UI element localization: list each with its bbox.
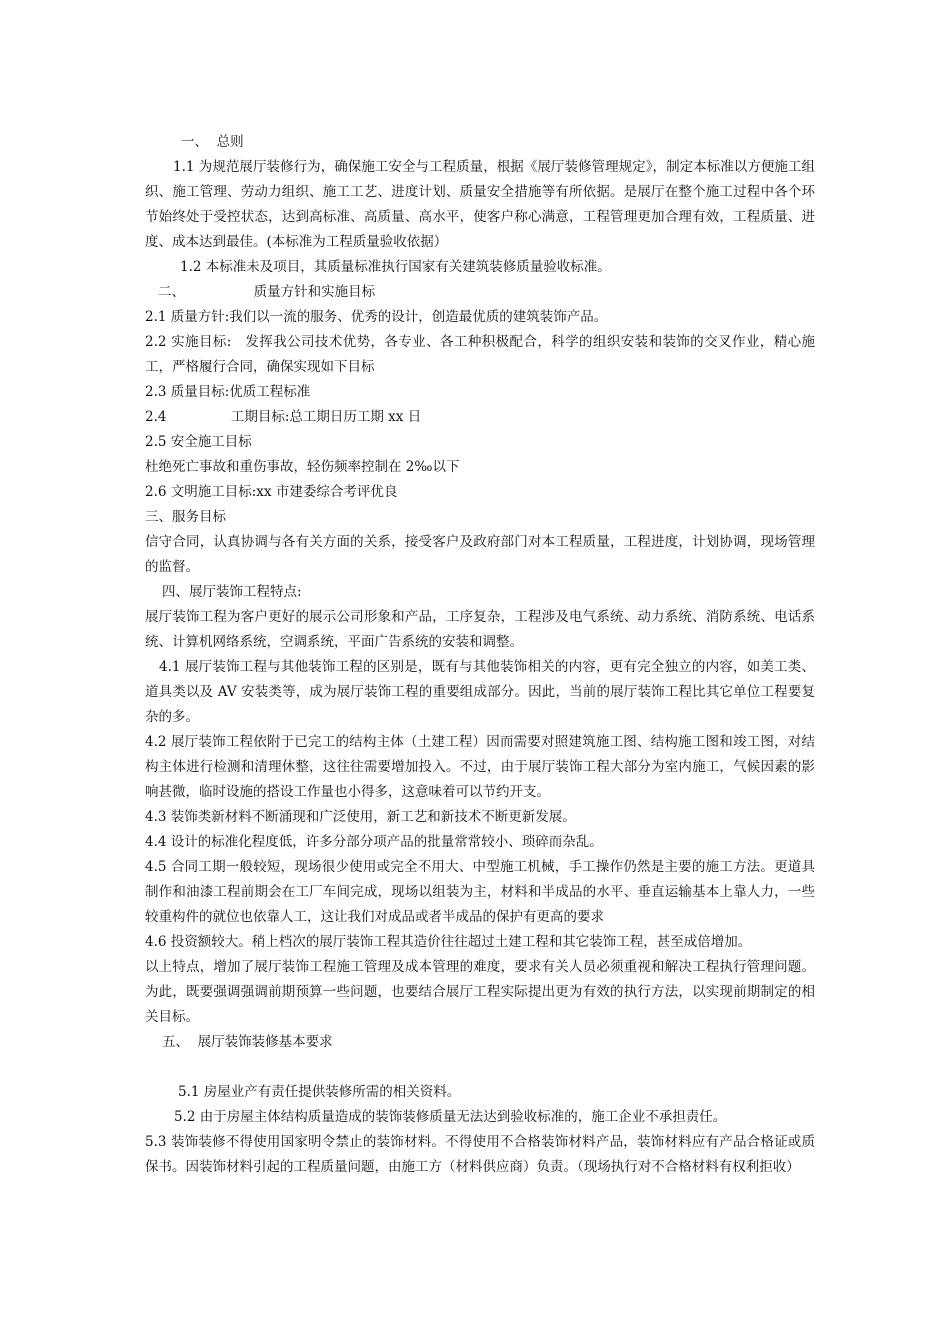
paragraph-2-1: 2.1 质量方针:我们以一流的服务、优秀的设计，创造最优质的建筑装饰产品。 [145, 309, 608, 325]
paragraph-2-4: 2.4 工期目标:总工期日历工期 xx 日 [145, 409, 422, 425]
paragraph-4-intro: 展厅装饰工程为客户更好的展示公司形象和产品，工序复杂，工程涉及电气系统、动力系统、消防系统、电话系统、计算机网络系统，空调系统，平面广告系统的安装和调整。 [145, 609, 815, 650]
paragraph-4-4: 4.4 设计的标准化程度低，许多分部分项产品的批量常常较小、琐碎而杂乱。 [145, 834, 603, 850]
paragraph-4-1: 4.1 展厅装饰工程与其他装饰工程的区别是，既有与其他装饰相关的内容，更有完全独立的内容，如美工类、道具类以及 AV 安装类等，成为展厅装饰工程的重要组成部分。因此，当前的展厅装饰工程比其它单位工程要复杂的多。 [145, 659, 815, 725]
document-body [145, 130, 815, 1180]
paragraph-4-summary: 以上特点，增加了展厅装饰工程施工管理及成本管理的难度，要求有关人员必须重视和解决工程执行管理问题。为此，既要强调强调前期预算一些问题，也要结合展厅工程实际提出更为有效的执行方法，以实现前期制定的相关目标。 [145, 959, 815, 1025]
section-heading-2: 二、 质量方针和实施目标 [158, 284, 376, 300]
paragraph-2-5: 2.5 安全施工目标 [145, 434, 252, 450]
section-heading-4: 四、展厅装饰工程特点: [162, 584, 302, 600]
section-heading-5: 五、 展厅装饰装修基本要求 [162, 1034, 333, 1050]
paragraph-4-3: 4.3 装饰类新材料不断涌现和广泛使用，新工艺和新技术不断更新发展。 [145, 809, 576, 825]
paragraph-2-3: 2.3 质量目标:优质工程标准 [145, 384, 311, 400]
paragraph-3-body: 信守合同，认真协调与各有关方面的关系，接受客户及政府部门对本工程质量，工程进度，计划协调，现场管理的监督。 [145, 534, 815, 575]
paragraph-4-6: 4.6 投资额较大。稍上档次的展厅装饰工程其造价往往超过土建工程和其它装饰工程，甚至成倍增加。 [145, 934, 752, 950]
paragraph-1-2: 1.2 本标准未及项目，其质量标准执行国家有关建筑装修质量验收标准。 [180, 259, 611, 275]
paragraph-2-2: 2.2 实施目标: 发挥我公司技术优势，各专业、各工种积极配合，科学的组织安装和装饰的交叉作业，精心施工，严格履行合同，确保实现如下目标 [145, 334, 815, 375]
section-heading-1: 一、 总则 [181, 134, 244, 150]
paragraph-1-1: 1.1 为规范展厅装修行为，确保施工安全与工程质量，根据《展厅装修管理规定》，制定本标准以方便施工组织、施工管理、劳动力组织、施工工艺、进度计划、质量安全措施等有所依据。是展厅在整个施工过程中各个环节始终处于受控状态，达到高标准、高质量、高水平，使客户称心满意，工程管理更加合理有效，工程质量、进度、成本达到最佳。(本标准为工程质量验收依据） [145, 159, 815, 250]
paragraph-5-2: 5.2 由于房屋主体结构质量造成的装饰装修质量无法达到验收标准的，施工企业不承担责任。 [174, 1109, 727, 1125]
paragraph-4-5: 4.5 合同工期一般较短，现场很少使用或完全不用大、中型施工机械，手工操作仍然是主要的施工方法。更道具制作和油漆工程前期会在工厂车间完成，现场以组装为主，材料和半成品的水平、垂直运输基本上靠人力，一些较重构件的就位也依靠人工，这让我们对成品或者半成品的保护有更高的要求 [145, 859, 815, 925]
paragraph-5-3: 5.3 装饰装修不得使用国家明令禁止的装饰材料。不得使用不合格装饰材料产品，装饰材料应有产品合格证或质保书。因装饰材料引起的工程质量问题，由施工方（材料供应商）负责。（现场执行对不合格材料有权利拒收） [145, 1134, 815, 1175]
paragraph-2-5-detail: 杜绝死亡事故和重伤事故，轻伤频率控制在 2‰以下 [145, 459, 460, 475]
paragraph-5-1: 5.1 房屋业产有责任提供装修所需的相关资料。 [178, 1084, 461, 1100]
section-heading-3: 三、服务目标 [145, 509, 226, 525]
paragraph-4-2: 4.2 展厅装饰工程依附于已完工的结构主体（土建工程）因而需要对照建筑施工图、结构施工图和竣工图，对结构主体进行检测和清理休整，这往往需要增加投入。不过，由于展厅装饰工程大部分为室内施工，气候因素的影响甚微，临时设施的搭设工作量也小得多，这意味着可以节约开支。 [145, 734, 815, 800]
paragraph-2-6: 2.6 文明施工目标:xx 市建委综合考评优良 [145, 484, 398, 500]
